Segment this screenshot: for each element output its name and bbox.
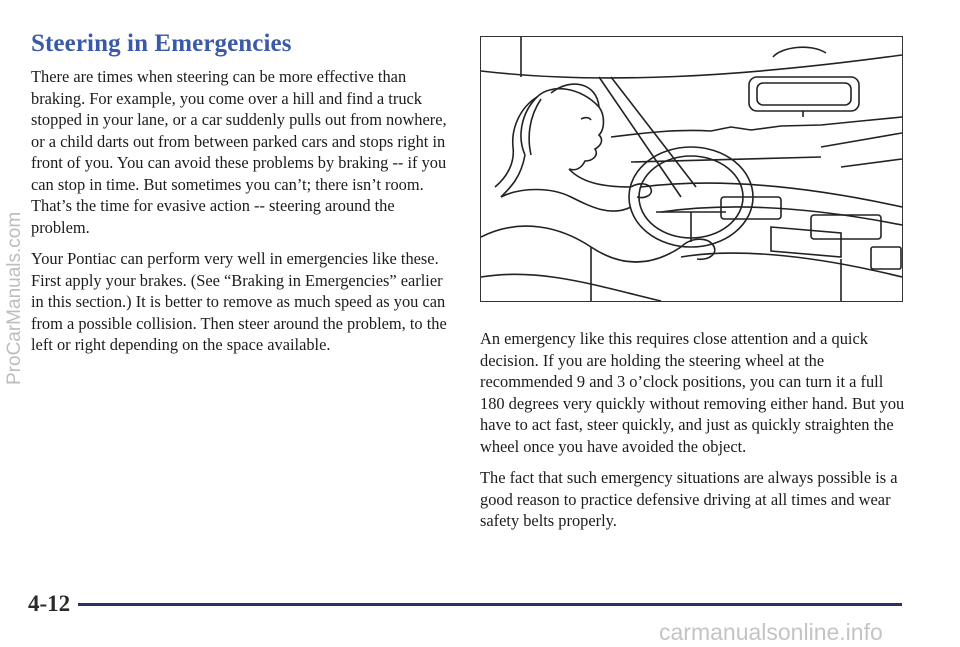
footer-rule — [78, 603, 902, 606]
page-number: 4-12 — [28, 591, 71, 616]
driver-steering-icon — [481, 37, 902, 301]
right-column — [480, 328, 910, 542]
paragraph-defensive: The fact that such emergency situations are always possible is a good reason to practice defensive driving at all times and wear safety belts properly. — [480, 468, 898, 530]
footer-site-watermark: carmanualsonline.info — [659, 619, 883, 645]
left-column — [31, 66, 449, 366]
driver-illustration — [480, 36, 903, 302]
paragraph-pontiac: Your Pontiac can perform very well in emergencies like these. First apply your brakes. (See “Braking in Emergencies” earlier in this section.) It is better to remove as much speed as you can from a possible collision. Then steer around the problem, to the left or right depending on the space available. — [31, 249, 447, 354]
watermark-text: ProCarManuals.com — [4, 211, 25, 385]
section-title: Steering in Emergencies — [31, 30, 292, 57]
paragraph-intro: There are times when steering can be more effective than braking. For example, you come over a hill and find a truck stopped in your lane, or a car suddenly pulls out from nowhere, or a child darts out from between parked cars and stops right in front of you. You can avoid these problems by braking -- if you can stop in time. But sometimes you can’t; there isn’t room. That’s the time for evasive action -- steering around the problem. — [31, 67, 447, 237]
paragraph-decision: An emergency like this requires close attention and a quick decision. If you are holding the steering wheel at the recommended 9 and 3 o’clock positions, you can turn it a full 180 degrees very quickly without removing either hand. But you have to act fast, steer quickly, and just as quickly straighten the wheel once you have avoided the object. — [480, 329, 905, 456]
